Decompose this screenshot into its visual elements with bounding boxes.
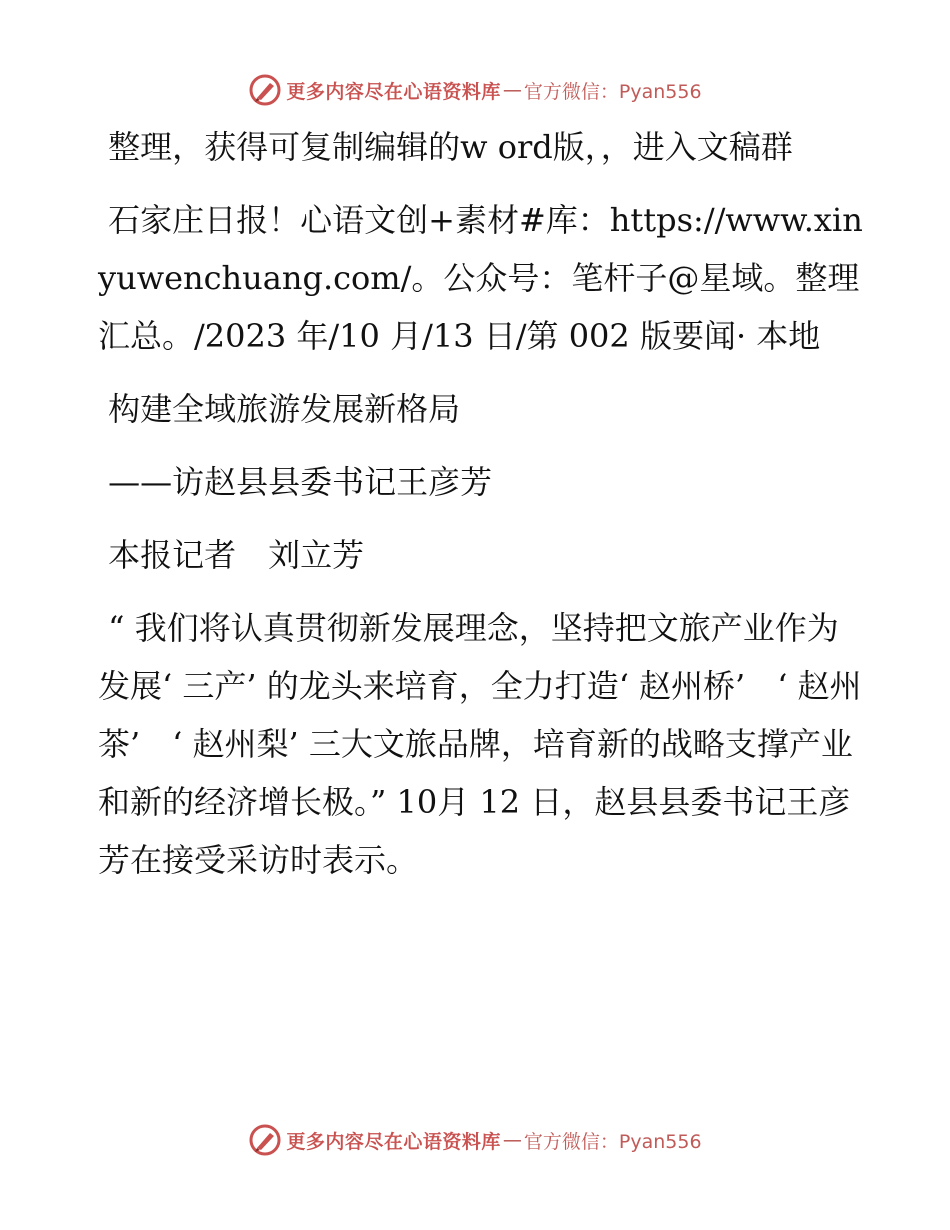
paragraph-intro: 整理，获得可复制编辑的w ord版，，进入文稿群: [98, 128, 793, 166]
pen-logo-icon: [248, 1123, 282, 1157]
watermark-contact: 官方微信：Pyan556: [523, 80, 702, 103]
watermark-separator: —: [502, 1129, 522, 1151]
watermark-text: 更多内容尽在心语资料库: [286, 1130, 501, 1153]
header-watermark: [0, 70, 950, 110]
article-paragraph: “ 我们将认真贯彻新发展理念，坚持把文旅产业作为发展‘ 三产’ 的龙头来培育，全力打造‘ 赵州桥’ ‘ 赵州茶’ ‘ 赵州梨’ 三大文旅品牌，培育新的战略支撑产业和新的经济增长极。” 10月 12 日，赵县县委书记王彦芳在接受采访时表示。: [98, 609, 862, 879]
article-title: 构建全域旅游发展新格局: [98, 390, 461, 428]
watermark-separator: —: [502, 79, 522, 101]
footer-watermark: [0, 1120, 950, 1160]
pen-logo-icon: [248, 73, 282, 107]
watermark-contact: 官方微信：Pyan556: [523, 1130, 702, 1153]
article-subtitle: ——访赵县县委书记王彦芳: [98, 463, 493, 501]
document-body: [98, 118, 868, 904]
watermark-text: 更多内容尽在心语资料库: [286, 80, 501, 103]
paragraph-source: 石家庄日报！心语文创+素材#库：https://www.xinyuwenchuang.com/。公众号：笔杆子@星域。整理汇总。/2023 年/10 月/13 日/第 002 版要闻· 本地: [98, 201, 863, 355]
article-byline: 本报记者 刘立芳: [98, 536, 365, 574]
